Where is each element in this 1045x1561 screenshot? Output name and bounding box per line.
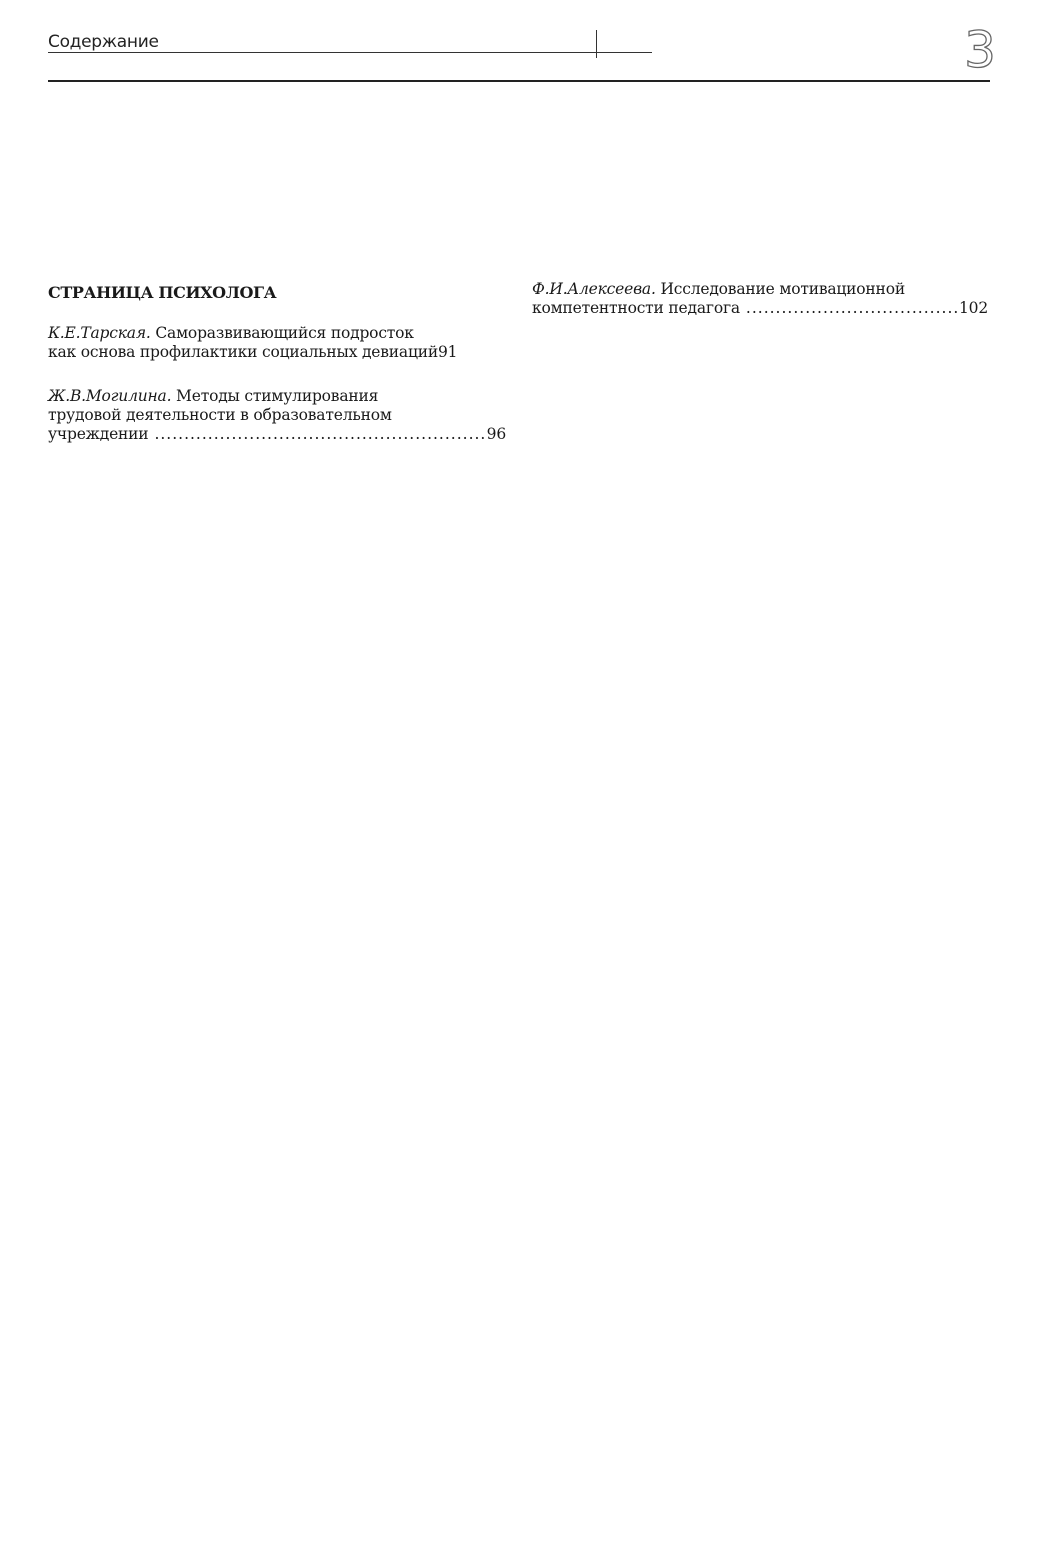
entry-title-line: трудовой деятельности в образовательном [48, 406, 392, 424]
toc-right-column [532, 280, 988, 343]
toc-left-column [48, 280, 506, 469]
running-head-underline [48, 52, 652, 53]
entry-author: Ф.И.Алексеева. [532, 280, 656, 298]
entry-title-line: Исследование мотивационной [660, 280, 905, 298]
toc-entry[interactable] [48, 387, 506, 444]
entry-author: К.Е.Тарская. [48, 324, 151, 342]
page-number: 3 [964, 21, 996, 79]
toc-entry[interactable] [532, 280, 988, 318]
entry-title-line: учреждении [48, 425, 149, 443]
entry-page-number: 102 [959, 299, 988, 317]
running-head-title: Содержание [48, 32, 159, 52]
entry-page-number: 91 [438, 343, 458, 361]
running-head-tick [596, 30, 597, 58]
header-rule [48, 80, 990, 82]
entry-author: Ж.В.Могилина. [48, 387, 172, 405]
entry-title-line: компетентности педагога [532, 299, 740, 317]
section-heading: СТРАНИЦА ПСИХОЛОГА [48, 283, 277, 302]
entry-title-line: как основа профилактики социальных девиаций [48, 343, 439, 361]
toc-entry[interactable] [48, 324, 506, 362]
entry-title-line: Саморазвивающийся подросток [155, 324, 414, 342]
entry-page-number: 96 [486, 425, 506, 443]
dot-leader [154, 425, 484, 444]
entry-title-line: Методы стимулирования [176, 387, 379, 405]
dot-leader [746, 299, 957, 318]
